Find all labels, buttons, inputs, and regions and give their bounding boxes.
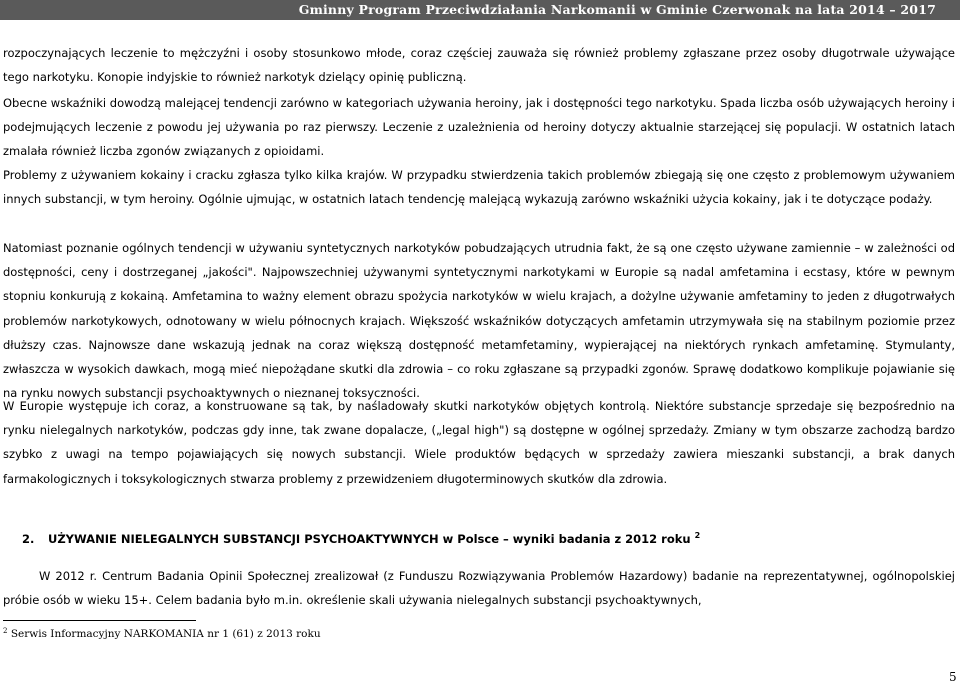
running-header-title: Gminny Program Przeciwdziałania Narkomanii w Gminie Czerwonak na lata 2014 – 2017 xyxy=(298,2,936,17)
footnote-marker: 2 xyxy=(3,627,8,635)
paragraph-cannabis: rozpoczynających leczenie to mężczyźni i osoby stosunkowo młode, coraz częściej zauważa się również problemy zgłaszane przez osoby długotrwale używające tego narkotyku. Konopie indyjskie to również narkotyk dzielący opinię publiczną. xyxy=(3,46,955,85)
footnote-reference: 2 xyxy=(694,531,701,540)
footnote-separator xyxy=(3,620,196,621)
running-header xyxy=(0,0,960,20)
section-title: UŻYWANIE NIELEGALNYCH SUBSTANCJI PSYCHOAKTYWNYCH w Polsce – wyniki badania z 2012 roku xyxy=(48,532,691,546)
page-number: 5 xyxy=(949,670,957,684)
paragraph-cocaine: Problemy z używaniem kokainy i cracku zgłasza tylko kilka krajów. W przypadku stwierdzenia takich problemów zbiegają się one często z problemowym używaniem innych substancji, w tym heroiny. Ogólnie ujmując, w ostatnich latach tendencję malejącą wykazują zarówno wskaźniki użycia kokainy, jak i te dotyczące podaży. xyxy=(3,168,955,207)
paragraph-heroin: Obecne wskaźniki dowodzą malejącej tendencji zarówno w kategoriach używania heroiny, jak i dostępności tego narkotyku. Spada liczba osób używających heroiny i podejmujących leczenie z powodu jej używania po raz pierwszy. Leczenie z uzależnienia od heroiny dotyczy aktualnie starzejącej się populacji. W ostatnich latach zmalała również liczba zgonów związanych z opioidami. xyxy=(3,96,955,159)
paragraph-cbos-study xyxy=(3,564,955,612)
section-number: 2. xyxy=(22,532,35,546)
footnote xyxy=(3,623,321,642)
paragraph-new-substances: W Europie występuje ich coraz, a konstruowane są tak, by naśladowały skutki narkotyków objętych kontrolą. Niektóre substancje sprzedaje się bezpośrednio na rynku nielegalnych narkotyków, podczas gdy inne, tak zwane dopalacze, („legal high") są dostępne w ogólnej sprzedaży. Zmiany w tym obszarze zachodzą bardzo szybko z uwagi na tempo pojawiających się nowych substancji. Wiele produktów będących w sprzedaży zawiera mieszanki substancji, a brak danych farmakologicznych i toksykologicznych stwarza problemy z przewidzeniem długoterminowych skutków dla zdrowia. xyxy=(3,399,955,486)
paragraph-cbos-study-text: W 2012 r. Centrum Badania Opinii Społecznej zrealizował (z Funduszu Rozwiązywania Problemów Hazardowy) badanie na reprezentatywnej, ogólnopolskiej próbie osób w wieku 15+. Celem badania było m.in. określenie skali używania nielegalnych substancji psychoaktywnych, xyxy=(3,569,955,608)
section-heading xyxy=(22,527,700,548)
footnote-text: Serwis Informacyjny NARKOMANIA nr 1 (61) z 2013 roku xyxy=(10,628,321,640)
paragraph-synthetic-stimulants: Natomiast poznanie ogólnych tendencji w używaniu syntetycznych narkotyków pobudzających utrudnia fakt, że są one często używane zamiennie – w zależności od dostępności, ceny i dostrzeganej „jakości". Najpowszechniej używanymi syntetycznymi narkotykami w Europie są nadal amfetamina i ecstasy, które w pewnym stopniu konkurują z kokainą. Amfetamina to ważny element obrazu spożycia narkotyków w wielu krajach, a dożylne używanie amfetaminy to jeden z długotrwałych problemów narkotykowych, odnotowany w wielu północnych krajach. Większość wskaźników dotyczących amfetamin utrzymywała się na stabilnym poziomie przez dłuższy czas. Najnowsze dane wskazują jednak na coraz większą dostępność metamfetaminy, wypierającej na niektórych rynkach amfetaminę. Stymulanty, zwłaszcza w wysokich dawkach, mogą mieć niepożądane skutki dla zdrowia – co roku zgłaszane są przypadki zgonów. Sprawę dodatkowo komplikuje pojawianie się na rynku nowych substancji psychoaktywnych o nieznanej toksyczności. xyxy=(3,241,955,401)
